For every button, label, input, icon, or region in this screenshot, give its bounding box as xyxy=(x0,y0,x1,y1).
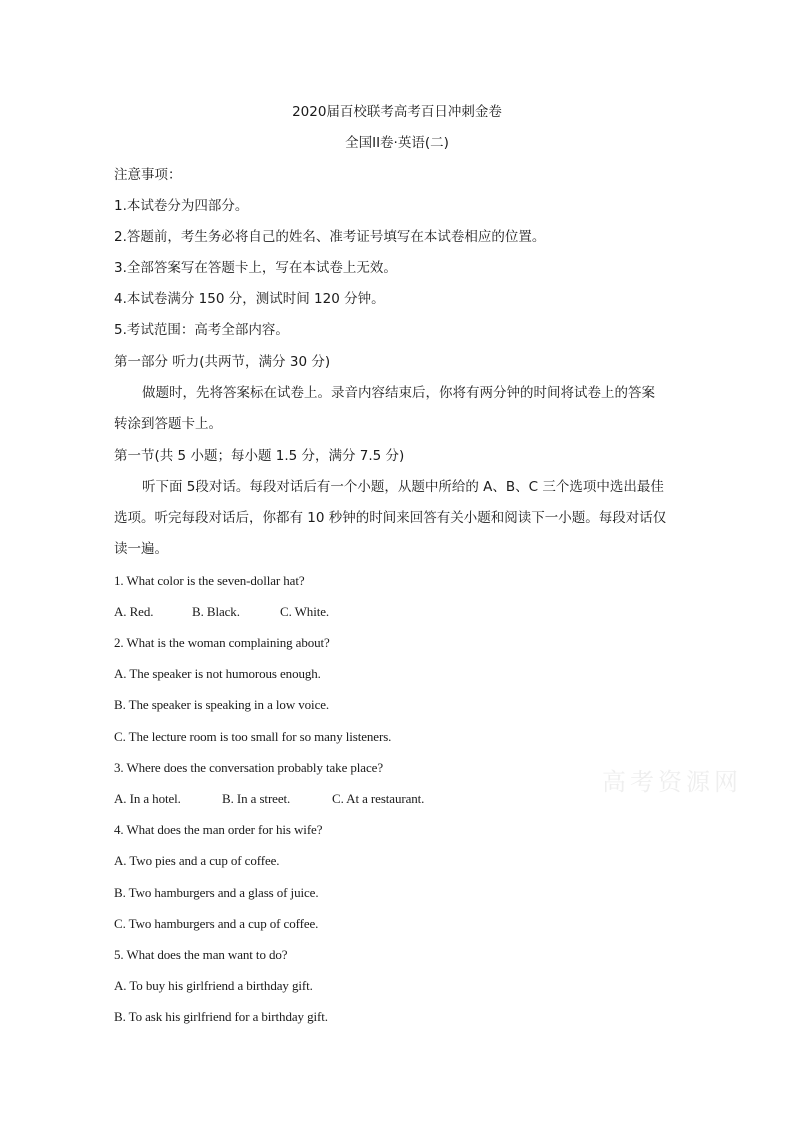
note-item: 4.本试卷满分 150 分，测试时间 120 分钟。 xyxy=(114,291,385,307)
note-item: 2.答题前，考生务必将自己的姓名、准考证号填写在本试卷相应的位置。 xyxy=(114,229,546,245)
option-b: B. The speaker is speaking in a low voice. xyxy=(114,697,330,712)
part1-heading: 第一部分 听力(共两节，满分 30 分) xyxy=(114,354,331,370)
option-a: A. In a hotel. xyxy=(114,791,181,806)
option-c: C. White. xyxy=(280,604,330,619)
section1-heading: 第一节(共 5 小题；每小题 1.5 分，满分 7.5 分) xyxy=(114,448,405,464)
option-b: B. In a street. xyxy=(222,791,291,806)
note-item: 5.考试范围：高考全部内容。 xyxy=(114,322,289,338)
section1-instructions-cont: 选项。听完每段对话后，你都有 10 秒钟的时间来回答有关小题和阅读下一小题。每段对话仅 xyxy=(114,510,667,526)
question-5: 5. What does the man want to do? xyxy=(114,947,288,962)
section1-instructions: 听下面 5段对话。每段对话后有一个小题，从题中所给的 A、B、C 三个选项中选出最佳 xyxy=(142,479,664,495)
exam-title: 2020届百校联考高考百日冲刺金卷 xyxy=(292,104,502,120)
option-a: A. Two pies and a cup of coffee. xyxy=(114,853,280,868)
option-a: A. Red. xyxy=(114,604,154,619)
option-b: B. To ask his girlfriend for a birthday gift. xyxy=(114,1009,328,1024)
option-a: A. To buy his girlfriend a birthday gift. xyxy=(114,978,313,993)
option-b: B. Two hamburgers and a glass of juice. xyxy=(114,885,319,900)
question-1-options xyxy=(114,603,329,621)
question-3: 3. Where does the conversation probably take place? xyxy=(114,760,383,775)
option-c: C. The lecture room is too small for so many listeners. xyxy=(114,729,392,744)
option-c: C. Two hamburgers and a cup of coffee. xyxy=(114,916,319,931)
note-item: 1.本试卷分为四部分。 xyxy=(114,198,249,214)
option-c: C. At a restaurant. xyxy=(332,791,425,806)
section1-instructions-end: 读一遍。 xyxy=(114,541,168,557)
question-1: 1. What color is the seven-dollar hat? xyxy=(114,573,305,588)
part1-intro: 做题时，先将答案标在试卷上。录音内容结束后，你将有两分钟的时间将试卷上的答案 xyxy=(142,385,655,401)
question-2: 2. What is the woman complaining about? xyxy=(114,635,330,650)
question-4: 4. What does the man order for his wife? xyxy=(114,822,323,837)
exam-subtitle: 全国II卷·英语(二) xyxy=(345,135,449,151)
question-3-options xyxy=(114,790,424,808)
notes-heading: 注意事项： xyxy=(114,167,182,183)
watermark: 高考资源网 xyxy=(602,768,742,796)
option-a: A. The speaker is not humorous enough. xyxy=(114,666,321,681)
note-item: 3.全部答案写在答题卡上，写在本试卷上无效。 xyxy=(114,260,397,276)
part1-intro-cont: 转涂到答题卡上。 xyxy=(114,416,222,432)
option-b: B. Black. xyxy=(192,604,240,619)
